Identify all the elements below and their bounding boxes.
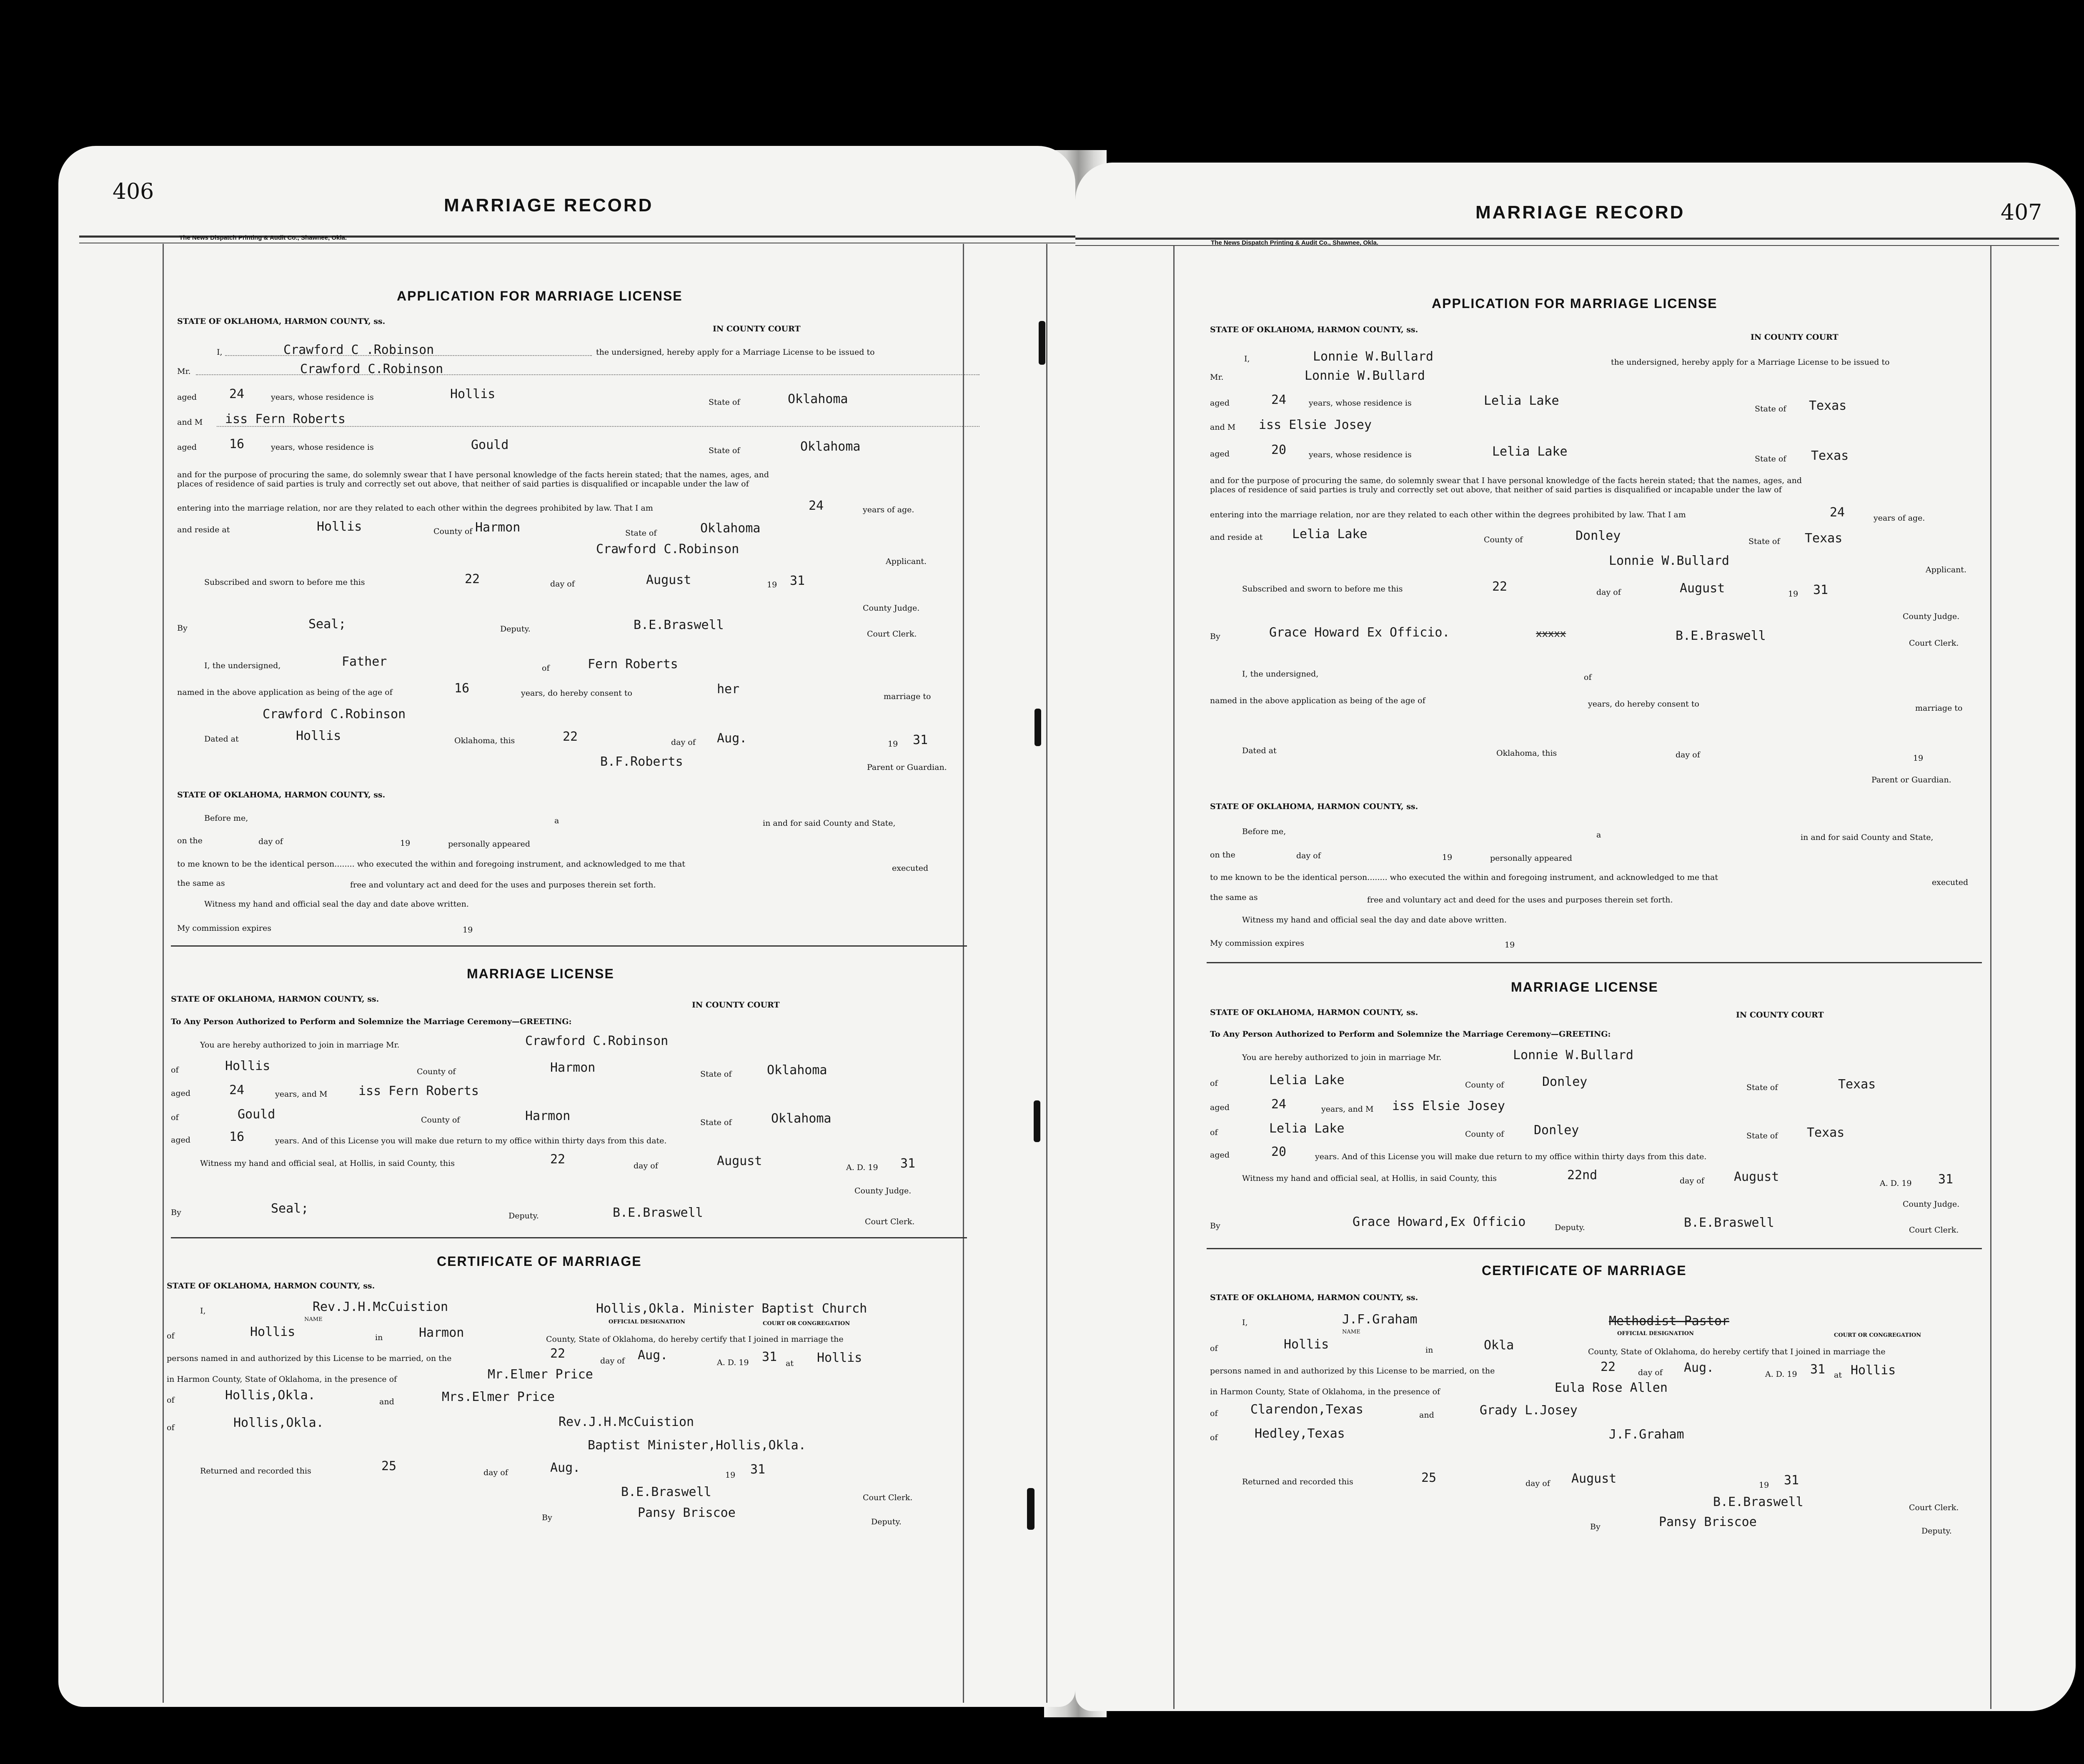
binding-post bbox=[1039, 321, 1045, 365]
county: Donley bbox=[1576, 529, 1621, 543]
license-clerk: B.E.Braswell bbox=[1684, 1215, 1774, 1230]
certificate-sign1: J.F.Graham bbox=[1609, 1427, 1684, 1442]
consent-pronoun: her bbox=[717, 682, 740, 697]
certificate-officiant: J.F.Graham bbox=[1342, 1312, 1418, 1327]
returned-year: 31 bbox=[750, 1462, 766, 1477]
returned-month: August bbox=[1571, 1471, 1617, 1486]
license-by: Grace Howard,Ex Officio bbox=[1353, 1215, 1526, 1229]
license-year: 31 bbox=[900, 1156, 916, 1171]
groom-age: 24 bbox=[1271, 393, 1287, 407]
applicant-age: 24 bbox=[809, 499, 824, 513]
printer-imprint: The News Dispatch Printing & Audit Co., Shawnee, Okla. bbox=[179, 234, 347, 241]
license-bride: iss Elsie Josey bbox=[1392, 1099, 1505, 1113]
license-bride-state: Oklahoma bbox=[771, 1111, 832, 1126]
groom-residence: Lelia Lake bbox=[1484, 393, 1559, 408]
certificate-month: Aug. bbox=[638, 1348, 668, 1363]
sworn-month: August bbox=[646, 573, 691, 587]
applicant-signature: Crawford C.Robinson bbox=[596, 542, 739, 556]
binding-post bbox=[1034, 1100, 1040, 1142]
groom-name: Lonnie W.Bullard bbox=[1305, 368, 1425, 383]
license-clerk: B.E.Braswell bbox=[613, 1205, 703, 1220]
license-groom: Lonnie W.Bullard bbox=[1513, 1048, 1633, 1062]
bride-name: iss Fern Roberts bbox=[225, 412, 346, 426]
license-groom-state: Texas bbox=[1838, 1077, 1876, 1092]
license-groom-age: 24 bbox=[1271, 1097, 1287, 1112]
reside-at: Hollis bbox=[317, 519, 362, 534]
page-number: 406 bbox=[113, 179, 154, 204]
consent-day: 22 bbox=[563, 729, 578, 744]
certificate-day: 22 bbox=[550, 1346, 566, 1361]
license-bride-county: Harmon bbox=[525, 1109, 571, 1123]
license-bride-age: 16 bbox=[229, 1130, 245, 1144]
consent-dated-at: Hollis bbox=[296, 729, 341, 743]
certificate-county: Okla bbox=[1484, 1338, 1514, 1353]
county: Harmon bbox=[475, 520, 521, 535]
certificate-witness2-of: Hedley,Texas bbox=[1255, 1426, 1345, 1441]
certificate-sign2: Baptist Minister,Hollis,Okla. bbox=[588, 1438, 806, 1453]
recorded-clerk: B.E.Braswell bbox=[621, 1485, 711, 1499]
consent-month: Aug. bbox=[717, 731, 747, 746]
groom-state: Oklahoma bbox=[788, 392, 848, 406]
license-groom-county: Donley bbox=[1542, 1075, 1588, 1089]
sworn-day: 22 bbox=[1492, 579, 1508, 594]
sworn-year: 31 bbox=[1813, 583, 1829, 597]
groom-residence: Hollis bbox=[450, 387, 496, 401]
certificate-witness1-of: Hollis,Okla. bbox=[225, 1388, 316, 1403]
bride-residence: Lelia Lake bbox=[1492, 444, 1568, 459]
certificate-designation: Hollis,Okla. Minister Baptist Church bbox=[596, 1301, 867, 1316]
sworn-year: 31 bbox=[790, 574, 805, 588]
bride-state: Texas bbox=[1811, 449, 1849, 463]
applicant-name: Lonnie W.Bullard bbox=[1313, 349, 1433, 364]
groom-name: Crawford C.Robinson bbox=[300, 362, 443, 376]
license-day: 22 bbox=[550, 1152, 566, 1167]
application-clerk: B.E.Braswell bbox=[634, 618, 724, 632]
certificate-witness2-of: Hollis,Okla. bbox=[233, 1416, 324, 1430]
consent-to: Crawford C.Robinson bbox=[263, 707, 406, 722]
certificate-witness1: Eula Rose Allen bbox=[1555, 1381, 1668, 1395]
license-by: Seal; bbox=[271, 1201, 309, 1216]
certificate-place: Hollis bbox=[1851, 1363, 1896, 1378]
license-bride-county: Donley bbox=[1534, 1123, 1579, 1138]
groom-state: Texas bbox=[1809, 398, 1847, 413]
certificate-county: Harmon bbox=[419, 1326, 464, 1340]
application-by: Seal; bbox=[308, 617, 346, 631]
certificate-witness2: Mrs.Elmer Price bbox=[442, 1390, 555, 1404]
license-bride: iss Fern Roberts bbox=[358, 1084, 479, 1098]
license-bride-state: Texas bbox=[1807, 1125, 1845, 1140]
struck-deputy: xxxxx bbox=[1536, 628, 1566, 639]
reside-at: Lelia Lake bbox=[1292, 527, 1368, 541]
certificate-month: Aug. bbox=[1684, 1361, 1714, 1375]
license-groom-age: 24 bbox=[229, 1083, 245, 1097]
license-bride-age: 20 bbox=[1271, 1145, 1287, 1159]
bride-residence: Gould bbox=[471, 438, 509, 452]
page-title: MARRIAGE RECORD bbox=[444, 195, 654, 215]
page-number: 407 bbox=[2001, 200, 2042, 225]
printer-imprint: The News Dispatch Printing & Audit Co., Shawnee, Okla. bbox=[1211, 239, 1379, 246]
certificate-of: Hollis bbox=[250, 1325, 296, 1339]
applicant-age: 24 bbox=[1830, 505, 1845, 520]
state: Texas bbox=[1805, 531, 1843, 546]
bride-state: Oklahoma bbox=[800, 439, 861, 454]
binding-post bbox=[1034, 709, 1041, 746]
license-bride-of: Gould bbox=[238, 1107, 276, 1122]
license-bride-of: Lelia Lake bbox=[1269, 1121, 1345, 1136]
recorded-clerk: B.E.Braswell bbox=[1713, 1495, 1803, 1509]
application-clerk: B.E.Braswell bbox=[1676, 629, 1766, 643]
consent-year: 31 bbox=[913, 733, 928, 747]
returned-day: 25 bbox=[381, 1459, 397, 1473]
state-line: STATE OF OKLAHOMA, HARMON COUNTY, ss. bbox=[177, 317, 386, 326]
certificate-day: 22 bbox=[1601, 1360, 1616, 1374]
application-heading: APPLICATION FOR MARRIAGE LICENSE bbox=[397, 288, 683, 303]
certificate-year: 31 bbox=[1810, 1362, 1826, 1377]
consent-relation: Father bbox=[342, 654, 387, 669]
license-groom-of: Lelia Lake bbox=[1269, 1073, 1345, 1087]
consent-age: 16 bbox=[454, 681, 470, 696]
state: Oklahoma bbox=[700, 521, 761, 536]
certificate-of: Hollis bbox=[1284, 1337, 1329, 1352]
applicant-name: Crawford C .Robinson bbox=[283, 343, 434, 357]
recorded-deputy: Pansy Briscoe bbox=[1659, 1515, 1757, 1529]
certificate-witness1-of: Clarendon,Texas bbox=[1250, 1402, 1363, 1417]
certificate-sign1: Rev.J.H.McCuistion bbox=[559, 1415, 694, 1429]
returned-day: 25 bbox=[1421, 1471, 1437, 1485]
license-year: 31 bbox=[1938, 1172, 1954, 1187]
bride-age: 16 bbox=[229, 437, 245, 451]
left-page: 406 MARRIAGE RECORD The News Dispatch Printing & Audit Co., Shawnee, Okla. APPLICATION FOR MARRIAGE LICENSE STATE OF OKLAHOMA, HARMON COUNTY, ss. IN COUNTY COURT I, Crawford C .Robinson the undersigned, hereby apply for a Marriage License to be issued to Mr. Crawford C.Robinson aged 24 years, whose residence is Hollis State of Oklahoma and M iss Fern Roberts aged 16 years, whose residence is Gould State of Oklahoma and for the purpose of procuring the same, do solemnly swear that I have personal knowledge of the facts herein stated; that the names, ages, and places of residence of said parties is truly and correctly set out above, that neither of said parties is disqualified or incapable under the law of entering into the marriage relation, nor are they related to each other within the degrees prohibited by law. That I am 24 years of age. and reside at Hollis County of Harmon State of Oklahoma Crawford C.Robinson Applicant. Subscribed and sworn to before me this 22 day of August 19 31 County Judge. By Seal; Deputy. B.E.Braswell Court Clerk. I, the undersigned, Father of Fern Roberts named in the above application as being of the age of 16 years, do hereby consent to her marriage to Crawford C.Robinson Dated at Hollis Oklahoma, this 22 day of Aug. 19 31 B.F.Roberts Parent or Guardian. STATE OF OKLAHOMA, HARMON COUNTY, ss. Before me, a in and for said County and State, on the day of 19 personally appeared to me known to be the identical person........ who executed the within and foregoing instrument, and acknowledged to me that executed the same as free and voluntary act and deed for the uses and purposes therein set forth. Witness my hand and official seal the day and date above written. My commission expires 19 MARRIAGE LICENSE STATE OF OKLAHOMA, HARMON COUNTY, ss. IN COUNTY COURT To Any Person Authorized to Perform and Solemnize the Marriage Ceremony—GREETING: You are hereby authorized to join in marriage Mr. Crawford C.Robinson of Hollis County of Harmon State of Oklahoma aged 24 years, and M iss Fern Roberts of Gould County of Harmon State of Oklahoma aged 16 years. And of this License you will make due return to my office within thirty days from this date. Witness my hand and official seal, at Hollis, in said County, this 22 day of August A. D. 19 31 County Judge. By Seal; Deputy. B.E.Braswell Court Clerk. CERTIFICATE OF MARRIAGE STATE OF OKLAHOMA, HARMON COUNTY, ss. I, Rev.J.H.McCuistion Hollis,Okla. Minister Baptist Church NAME OFFICIAL DESIGNATION COURT OR CONGREGATION of Hollis in Harmon County, State of Oklahoma, do hereby certify that I joined in marriage the persons named in and authorized by this License to be married, on the 22 day of Aug. A. D. 19 31 at Hollis in Harmon County, State of Oklahoma, in the presence of Mr.Elmer Price of Hollis,Okla. and Mrs.Elmer Price of Hollis,Okla. Rev.J.H.McCuistion Baptist Minister,Hollis,Okla. Returned and recorded this 25 day of Aug. 19 31 B.E.Braswell Court Clerk. By Pansy Briscoe Deputy. bbox=[58, 146, 1075, 1707]
sworn-month: August bbox=[1680, 581, 1725, 596]
license-month: August bbox=[1734, 1170, 1779, 1184]
returned-month: Aug. bbox=[550, 1461, 581, 1475]
page-title: MARRIAGE RECORD bbox=[1475, 202, 1685, 223]
certificate-year: 31 bbox=[762, 1350, 777, 1364]
groom-age: 24 bbox=[229, 387, 245, 401]
recorded-deputy: Pansy Briscoe bbox=[638, 1506, 736, 1520]
license-groom-county: Harmon bbox=[550, 1060, 596, 1075]
certificate-witness1: Mr.Elmer Price bbox=[488, 1367, 593, 1382]
license-groom: Crawford C.Robinson bbox=[525, 1034, 669, 1048]
sworn-day: 22 bbox=[465, 572, 480, 586]
license-groom-of: Hollis bbox=[225, 1059, 271, 1073]
certificate-place: Hollis bbox=[817, 1351, 862, 1365]
returned-year: 31 bbox=[1784, 1473, 1799, 1488]
consent-guardian: B.F.Roberts bbox=[600, 754, 683, 769]
court-label: IN COUNTY COURT bbox=[713, 324, 801, 333]
license-groom-state: Oklahoma bbox=[767, 1063, 827, 1077]
right-page: 407 MARRIAGE RECORD The News Dispatch Printing & Audit Co., Shawnee, Okla. APPLICATION FOR MARRIAGE LICENSE STATE OF OKLAHOMA, HARMON COUNTY, ss. IN COUNTY COURT I, Lonnie W.Bullard the undersigned, hereby apply for a Marriage License to be issued to Mr. Lonnie W.Bullard aged 24 years, whose residence is Lelia Lake State of Texas and M iss Elsie Josey aged 20 years, whose residence is Lelia Lake State of Texas and for the purpose of procuring the same, do solemnly swear that I have personal knowledge of the facts herein stated; that the names, ages, and places of residence of said parties is truly and correctly set out above, that neither of said parties is disqualified or incapable under the law of entering into the marriage relation, nor are they related to each other within the degrees prohibited by law. That I am 24 years of age. and reside at Lelia Lake County of Donley State of Texas Lonnie W.Bullard Applicant. Subscribed and sworn to before me this 22 day of August 19 31 County Judge. By Grace Howard Ex Officio. xxxxx B.E.Braswell Court Clerk. I, the undersigned, of named in the above application as being of the age of years, do hereby consent to marriage to Dated at Oklahoma, this day of 19 Parent or Guardian. STATE OF OKLAHOMA, HARMON COUNTY, ss. Before me, a in and for said County and State, on the day of 19 personally appeared to me known to be the identical person........ who executed the within and foregoing instrument, and acknowledged to me that executed the same as free and voluntary act and deed for the uses and purposes therein set forth. Witness my hand and official seal the day and date above written. My commission expires 19 MARRIAGE LICENSE STATE OF OKLAHOMA, HARMON COUNTY, ss. IN COUNTY COURT To Any Person Authorized to Perform and Solemnize the Marriage Ceremony—GREETING: You are hereby authorized to join in marriage Mr. Lonnie W.Bullard of Lelia Lake County of Donley State of Texas aged 24 years, and M iss Elsie Josey of Lelia Lake County of Donley State of Texas aged 20 years. And of this License you will make due return to my office within thirty days from this date. Witness my hand and official seal, at Hollis, in said County, this 22nd day of August A. D. 19 31 County Judge. By Grace Howard,Ex Officio Deputy. B.E.Braswell Court Clerk. CERTIFICATE OF MARRIAGE STATE OF OKLAHOMA, HARMON COUNTY, ss. I, J.F.Graham Methodist Pastor NAME OFFICIAL DESIGNATION COURT OR CONGREGATION of Hollis in Okla County, State of Oklahoma, do hereby certify that I joined in marriage the persons named in and authorized by this License to be married, on the 22 day of Aug. A. D. 19 31 at Hollis in Harmon County, State of Oklahoma, in the presence of Eula Rose Allen of Clarendon,Texas and Grady L.Josey of Hedley,Texas J.F.Graham Returned and recorded this 25 day of August 19 31 B.E.Braswell Court Clerk. By Pansy Briscoe Deputy. bbox=[1075, 163, 2076, 1711]
license-month: August bbox=[717, 1154, 762, 1168]
consent-of: Fern Roberts bbox=[588, 657, 678, 672]
certificate-designation: Methodist Pastor bbox=[1609, 1314, 1729, 1328]
certificate-officiant: Rev.J.H.McCuistion bbox=[313, 1300, 448, 1314]
certificate-witness2: Grady L.Josey bbox=[1480, 1403, 1578, 1418]
license-heading: MARRIAGE LICENSE bbox=[467, 966, 614, 981]
license-day: 22nd bbox=[1567, 1168, 1598, 1183]
bride-age: 20 bbox=[1271, 443, 1287, 457]
certificate-heading: CERTIFICATE OF MARRIAGE bbox=[437, 1254, 642, 1269]
application-by: Grace Howard Ex Officio. bbox=[1269, 625, 1450, 640]
applicant-signature: Lonnie W.Bullard bbox=[1609, 554, 1729, 568]
bride-name: iss Elsie Josey bbox=[1259, 418, 1372, 432]
binding-post bbox=[1027, 1488, 1034, 1530]
